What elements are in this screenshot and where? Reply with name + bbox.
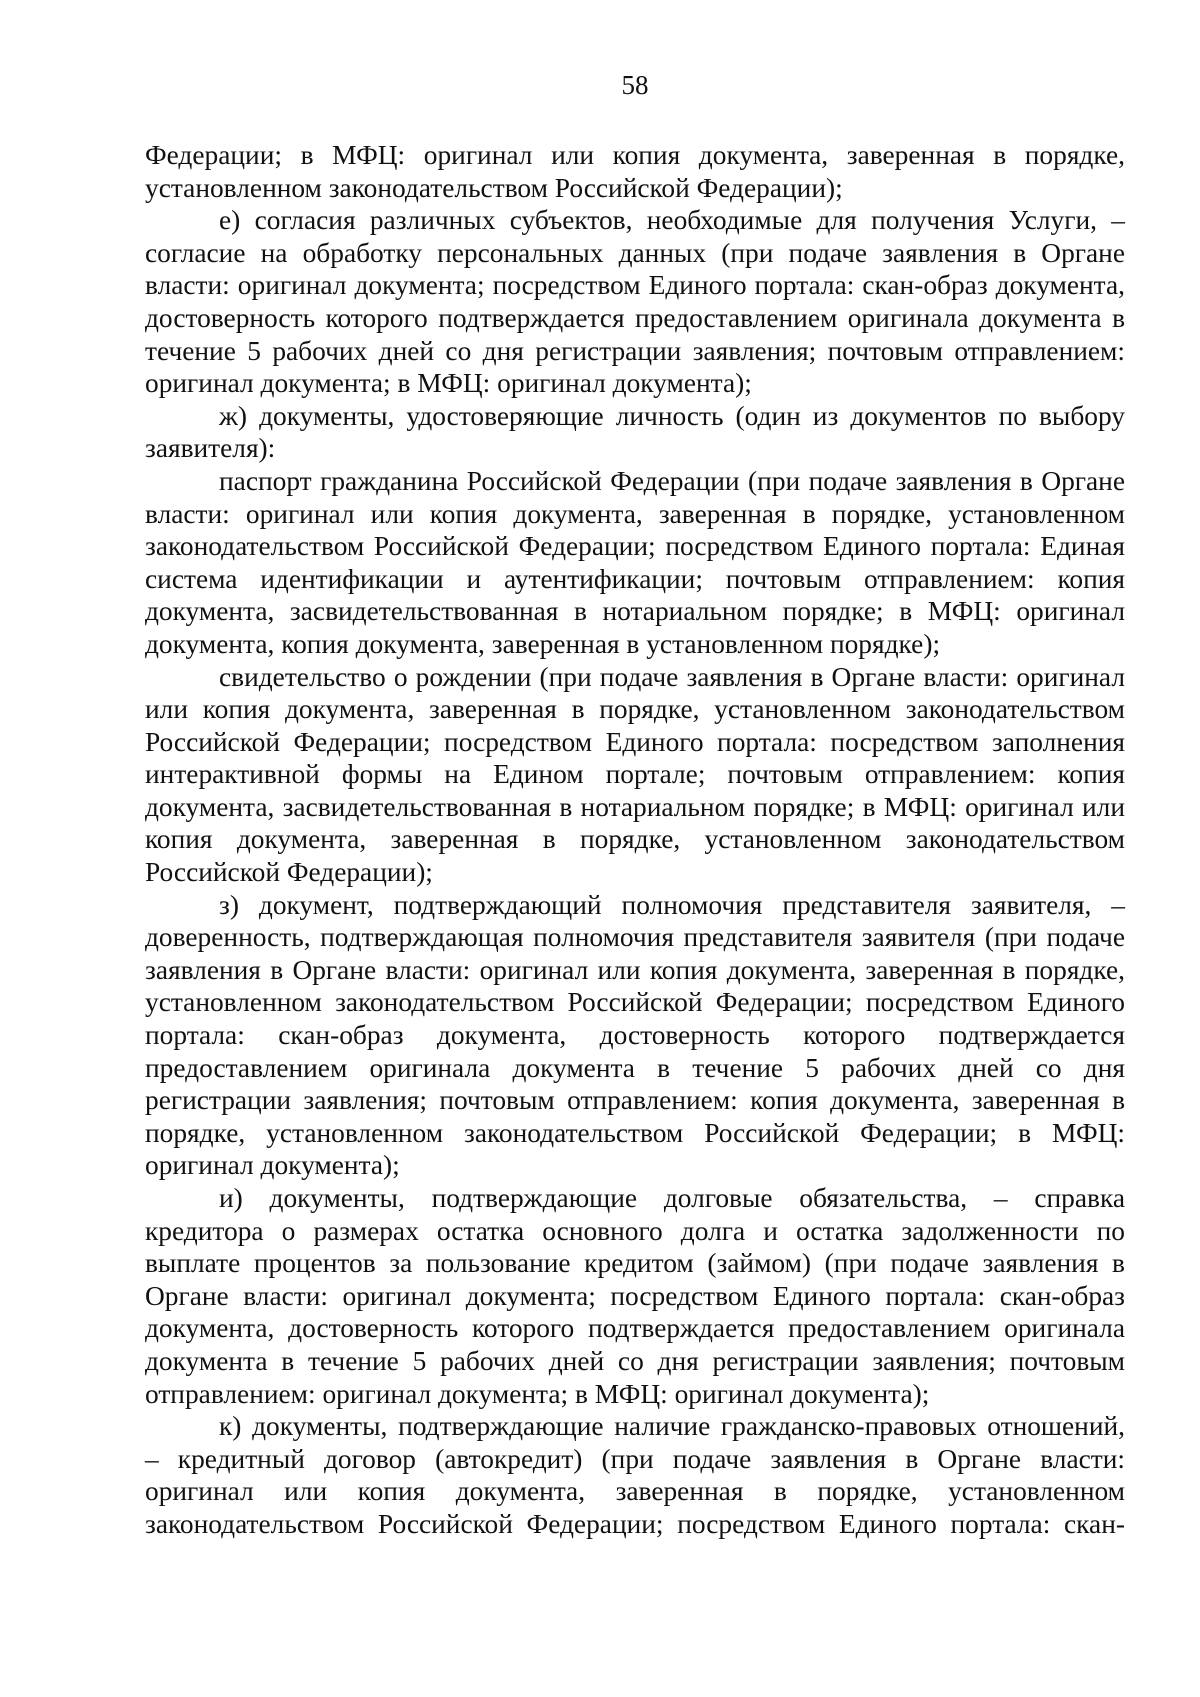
page-number: 58	[621, 70, 649, 100]
paragraph-item-k: к) документы, подтверждающие наличие гражданско-правовых отношений, – кредитный договор (автокредит) (при подаче заявления в Органе власти: оригинал или копия документа, заверенная в порядке, установленном законодательством Российской Федерации; посредством Единого портала: скан-	[145, 1411, 1125, 1539]
paragraph-item-i: и) документы, подтверждающие долговые обязательства, – справка кредитора о размерах остатка основного долга и остатка задолженности по выплате процентов за пользование кредитом (займом) (при подаче заявления в Органе власти: оригинал документа; посредством Единого портала: скан-образ документа, достоверность которого подтверждается предоставлением оригинала документа в течение 5 рабочих дней со дня регистрации заявления; почтовым отправлением: оригинал документа; в МФЦ: оригинал документа);	[145, 1183, 1125, 1409]
paragraph-item-z: з) документ, подтверждающий полномочия представителя заявителя, – доверенность, подтверждающая полномочия представителя заявителя (при подаче заявления в Органе власти: оригинал или копия документа, заверенная в порядке, установленном законодательством Российской Федерации; посредством Единого портала: скан-образ документа, достоверность которого подтверждается предоставлением оригинала документа в течение 5 рабочих дней со дня регистрации заявления; почтовым отправлением: копия документа, заверенная в порядке, установленном законодательством Российской Федерации; в МФЦ: оригинал документа);	[145, 889, 1125, 1181]
paragraph-continuation: Федерации; в МФЦ: оригинал или копия документа, заверенная в порядке, установленном законодательством Российской Федерации);	[145, 140, 1125, 203]
document-body	[145, 139, 1125, 1541]
paragraph-passport: паспорт гражданина Российской Федерации (при подаче заявления в Органе власти: оригинал или копия документа, заверенная в порядке, установленном законодательством Российской Федерации; посредством Единого портала: Единая система идентификации и аутентификации; почтовым отправлением: копия документа, засвидетельствованная в нотариальном порядке; в МФЦ: оригинал документа, копия документа, заверенная в установленном порядке);	[145, 465, 1125, 659]
paragraph-item-e: е) согласия различных субъектов, необходимые для получения Услуги, – согласие на обработку персональных данных (при подаче заявления в Органе власти: оригинал документа; посредством Единого портала: скан-образ документа, достоверность которого подтверждается предоставлением оригинала документа в течение 5 рабочих дней со дня регистрации заявления; почтовым отправлением: оригинал документа; в МФЦ: оригинал документа);	[145, 205, 1125, 399]
paragraph-item-zh: ж) документы, удостоверяющие личность (один из документов по выбору заявителя):	[145, 400, 1125, 464]
paragraph-birth-certificate: свидетельство о рождении (при подаче заявления в Органе власти: оригинал или копия документа, заверенная в порядке, установленном законодательством Российской Федерации; посредством Единого портала: посредством заполнения интерактивной формы на Едином портале; почтовым отправлением: копия документа, засвидетельствованная в нотариальном порядке; в МФЦ: оригинал или копия документа, заверенная в порядке, установленном законодательством Российской Федерации);	[145, 661, 1125, 888]
